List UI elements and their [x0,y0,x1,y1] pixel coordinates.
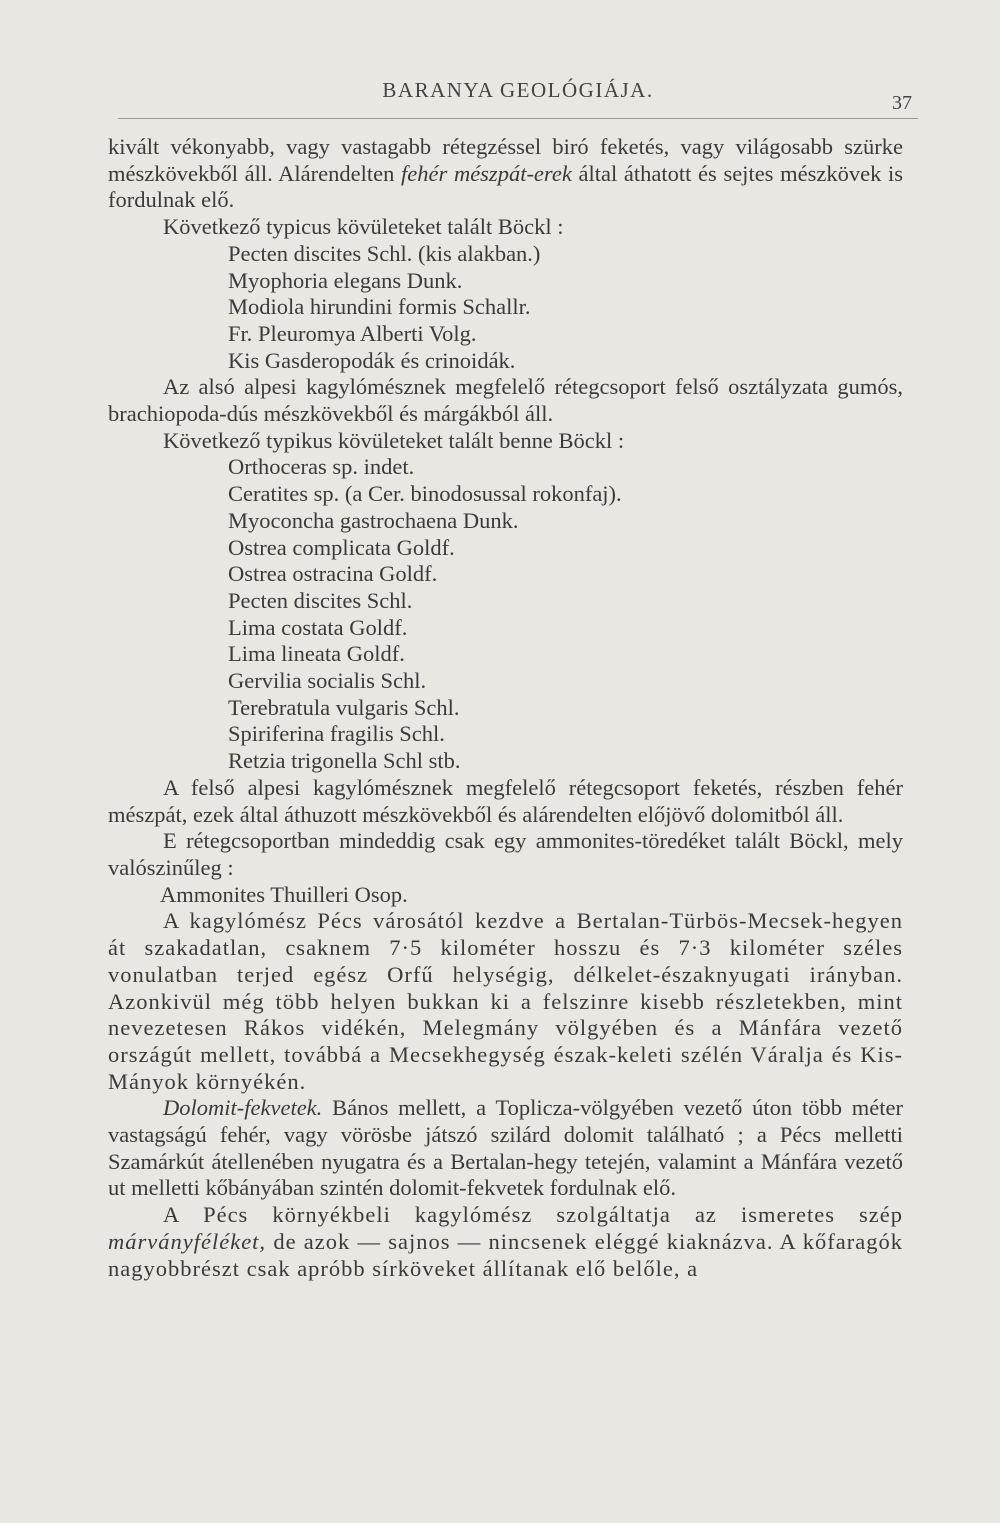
intro-paragraph [108,134,903,214]
fossil-list-2-item: Myoconcha gastrochaena Dunk. [228,507,519,533]
fossil-list-2-item: Retzia trigonella Schl stb. [228,748,461,774]
fossil-list-2-item: Ostrea ostracina Goldf. [228,561,438,587]
fossil-list-2-intro: Következő typikus kövületeket talált benne Böckl : [163,427,625,453]
dolomite-text: Bános mellett, a Toplicza-völgyében vezető úton több méter vastagságú fehér, vagy vörösbe játszó szilárd dolomit található ; a Pécs melletti Szamárkút átellenében nyugatra és a Bertalan-hegy tetején, valamint a Mánfára vezető ut melletti kőbányában szintén dolomit-fekvetek fordulnak elő. [108,1095,903,1201]
extent-paragraph: A kagylómész Pécs városától kezdve a Bertalan-Türbös-Mecsek-hegyen át szakadatlan, csaknem 7·5 kilométer hosszu és 7·3 kilométer széles vonulatban terjed egész Orfű helységig, délkelet-északnyugati irányban. Azonkivül még több helyen bukkan ki a felszinre kisebb részletekben, mint nevezetesen Rákos vidékén, Melegmány völgyében és a Mánfára vezető országút mellett, továbbá a Mecsekhegység észak-keleti szélén Váralja és Kis-Mányok környékén. [108,908,903,1094]
fossil-list-1-item: Myophoria elegans Dunk. [228,267,463,293]
fossil-list-2-item: Gervilia socialis Schl. [228,668,427,694]
marble-text-1: A Pécs környékbeli kagylómész szolgáltatja az ismeretes szép [163,1202,903,1228]
page-header [118,78,918,119]
fossil-list-2-item: Pecten discites Schl. [228,587,413,613]
fossil-list-1-item: Pecten discites Schl. (kis alakban.) [228,240,541,266]
marble-paragraph [108,1202,903,1282]
marble-italic: márványféléket, [108,1228,267,1254]
lower-alpine-paragraph: Az alsó alpesi kagylómésznek megfelelő rétegcsoport felső osztályzata gumós, brachiopoda-dús mészkövekből és márgákból áll. [108,374,903,427]
upper-alpine-paragraph: A felső alpesi kagylómésznek megfelelő rétegcsoport feketés, részben fehér mészpát, ezek által áthuzott mészkövekből és alárendelten előjövő dolomitból áll. [108,774,903,827]
ammonite-item: Ammonites Thuilleri Osop. [160,881,408,907]
fossil-list-1-intro: Következő typicus kövületeket talált Böckl : [163,214,564,240]
intro-text-1: kivált vékonyabb, vagy vastagabb rétegzéssel biró feketés, vagy világosabb szürke mészkövekből áll. Alárendelten [108,134,903,186]
fossil-list-2-item: Terebratula vulgaris Schl. [228,694,460,720]
fossil-list-2-item: Spiriferina fragilis Schl. [228,721,445,747]
fossil-list-1-item: Fr. Pleuromya Alberti Volg. [228,320,477,346]
fossil-list-2-item: Lima lineata Goldf. [228,641,405,667]
fossil-list-2-item: Ceratites sp. (a Cer. binodosussal rokonfaj). [228,481,622,507]
fossil-list-1-item: Modiola hirundini formis Schallr. [228,294,531,320]
body-text [108,134,903,1282]
fossil-list-1-item: Kis Gasderopodák és crinoidák. [228,347,516,373]
intro-italic: fehér mészpát-erek [401,160,572,186]
ammonites-paragraph: E rétegcsoportban mindeddig csak egy ammonites-töredéket talált Böckl, mely valószinűleg : [108,828,903,880]
running-title: BARANYA GEOLÓGIÁJA. [382,78,654,102]
fossil-list-2-item: Lima costata Goldf. [228,614,408,640]
dolomite-paragraph [108,1095,903,1202]
fossil-list-2-item: Ostrea complicata Goldf. [228,534,455,560]
fossil-list-2-item: Orthoceras sp. indet. [228,454,415,480]
marble-text-2: de azok — sajnos — nincsenek eléggé kiaknázva. A kőfaragók nagyobbrészt csak apróbb sírköveket állítanak elő belőle, a [108,1228,903,1281]
dolomite-heading: Dolomit-fekvetek. [163,1095,323,1121]
page-number: 37 [892,92,912,114]
intro-text-2: által áthatott és sejtes mészkövek is fordulnak elő. [108,160,903,213]
